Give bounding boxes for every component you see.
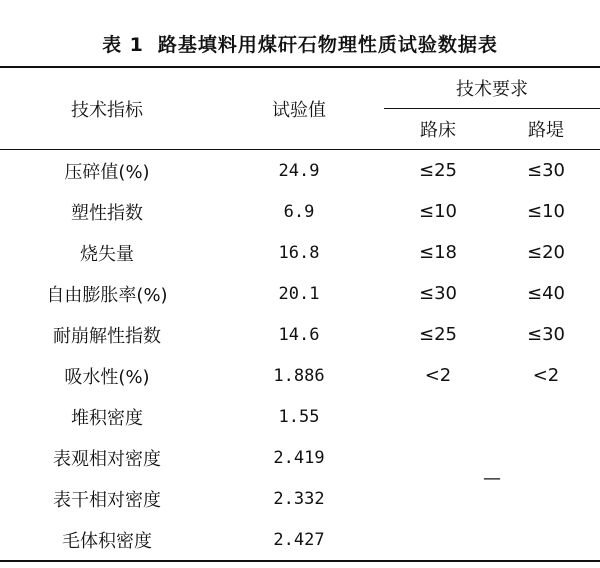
row-name: 自由膨胀率(%) xyxy=(46,284,168,306)
header-test-value: 试验值 xyxy=(272,99,326,121)
table-caption xyxy=(0,30,600,57)
table-row xyxy=(0,273,600,314)
row-value: 20.1 xyxy=(278,283,320,304)
data-table xyxy=(0,66,600,562)
row-value: 2.419 xyxy=(273,447,325,468)
row-embank-req: ≤30 xyxy=(527,160,565,181)
header-subgrade-bed: 路床 xyxy=(384,109,492,150)
header-embankment: 路堤 xyxy=(492,109,600,150)
table-row xyxy=(0,355,600,396)
row-value: 16.8 xyxy=(278,242,320,263)
row-name: 烧失量 xyxy=(80,243,134,265)
row-bed-req: <2 xyxy=(424,365,452,386)
row-name: 毛体积密度 xyxy=(62,530,152,552)
row-value: 24.9 xyxy=(278,160,320,181)
table-row xyxy=(0,150,600,192)
merged-requirement-cell: — xyxy=(483,467,501,489)
table-row xyxy=(0,191,600,232)
row-value: 1.886 xyxy=(273,365,325,386)
row-name: 塑性指数 xyxy=(71,202,143,224)
row-bed-req: ≤25 xyxy=(419,324,457,345)
row-bed-req: ≤18 xyxy=(419,242,457,263)
header-indicator: 技术指标 xyxy=(71,99,143,121)
row-value: 1.55 xyxy=(278,406,320,427)
row-embank-req: ≤40 xyxy=(527,283,565,304)
row-name: 耐崩解性指数 xyxy=(53,325,161,347)
table-row xyxy=(0,314,600,355)
row-name: 表干相对密度 xyxy=(53,489,161,511)
row-embank-req: <2 xyxy=(532,365,560,386)
row-name: 吸水性(%) xyxy=(64,366,150,388)
row-name: 堆积密度 xyxy=(71,407,143,429)
header-requirement: 技术要求 xyxy=(456,79,528,100)
row-embank-req: ≤20 xyxy=(527,242,565,263)
table-title: 路基填料用煤矸石物理性质试验数据表 xyxy=(157,34,498,56)
row-bed-req: ≤25 xyxy=(419,160,457,181)
row-value: 2.427 xyxy=(273,529,325,550)
row-bed-req: ≤10 xyxy=(419,201,457,222)
row-name: 压碎值(%) xyxy=(64,161,150,183)
table-number: 表 1 xyxy=(102,34,144,56)
row-name: 表观相对密度 xyxy=(53,448,161,470)
row-value: 6.9 xyxy=(283,201,315,222)
table-row xyxy=(0,396,600,437)
table-row xyxy=(0,232,600,273)
row-value: 2.332 xyxy=(273,488,325,509)
row-bed-req: ≤30 xyxy=(419,283,457,304)
row-embank-req: ≤30 xyxy=(527,324,565,345)
row-value: 14.6 xyxy=(278,324,320,345)
row-embank-req: ≤10 xyxy=(527,201,565,222)
